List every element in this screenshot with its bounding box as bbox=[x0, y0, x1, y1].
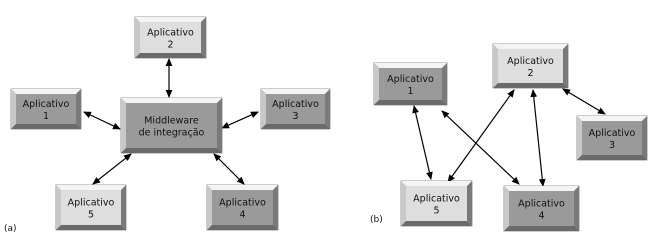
node-subtitle: 3 bbox=[292, 111, 299, 122]
node-subtitle: 3 bbox=[608, 140, 616, 151]
node-b_app3 bbox=[577, 116, 647, 160]
arrow-b_app2-b_app3 bbox=[563, 89, 605, 114]
node-b_app1 bbox=[374, 63, 447, 105]
arrow-a_app3-a_mw bbox=[222, 112, 258, 128]
arrow-b_app2-b_app5 bbox=[448, 90, 514, 182]
arrow-a_app5-a_mw bbox=[93, 154, 131, 184]
node-subtitle: 1 bbox=[407, 86, 414, 97]
node-subtitle: 5 bbox=[87, 209, 95, 221]
node-title: Aplicativo bbox=[147, 27, 194, 39]
node-title: Middleware bbox=[144, 115, 199, 127]
node-title: Aplicativo bbox=[219, 197, 266, 209]
node-a_app5 bbox=[56, 185, 126, 230]
node-title: Aplicativo bbox=[67, 197, 115, 209]
node-subtitle: 4 bbox=[538, 210, 545, 222]
node-a_mw bbox=[121, 98, 222, 153]
node-subtitle: de integração bbox=[138, 127, 205, 139]
panel-b-label: (b) bbox=[370, 215, 383, 225]
node-a_app2 bbox=[135, 17, 206, 58]
arrow-b_app1-b_app5 bbox=[414, 106, 431, 179]
node-title: Aplicativo bbox=[507, 56, 554, 67]
node-title: Aplicativo bbox=[413, 193, 460, 205]
node-subtitle: 2 bbox=[527, 68, 534, 79]
node-title: Aplicativo bbox=[22, 99, 70, 110]
node-b_app4 bbox=[504, 186, 579, 231]
node-a_app3 bbox=[261, 89, 330, 129]
arrow-b_app1-b_app4 bbox=[442, 111, 519, 184]
nodes-layer bbox=[11, 17, 647, 231]
node-title: Aplicativo bbox=[272, 99, 319, 110]
node-title: Aplicativo bbox=[588, 128, 636, 139]
arrow-a_app4-a_mw bbox=[214, 154, 244, 184]
node-subtitle: 1 bbox=[42, 111, 50, 122]
arrow-b_app2-b_app4 bbox=[533, 90, 543, 186]
node-title: Aplicativo bbox=[387, 74, 434, 85]
arrow-a_app1-a_mw bbox=[84, 112, 120, 129]
node-subtitle: 5 bbox=[433, 205, 440, 217]
node-subtitle: 4 bbox=[239, 209, 246, 221]
panel-a-label: (a) bbox=[4, 224, 17, 234]
node-a_app1 bbox=[11, 89, 81, 129]
node-b_app5 bbox=[401, 181, 472, 226]
node-a_app4 bbox=[207, 185, 278, 230]
node-title: Aplicativo bbox=[518, 198, 565, 210]
node-b_app2 bbox=[493, 44, 568, 88]
node-subtitle: 2 bbox=[167, 39, 174, 51]
